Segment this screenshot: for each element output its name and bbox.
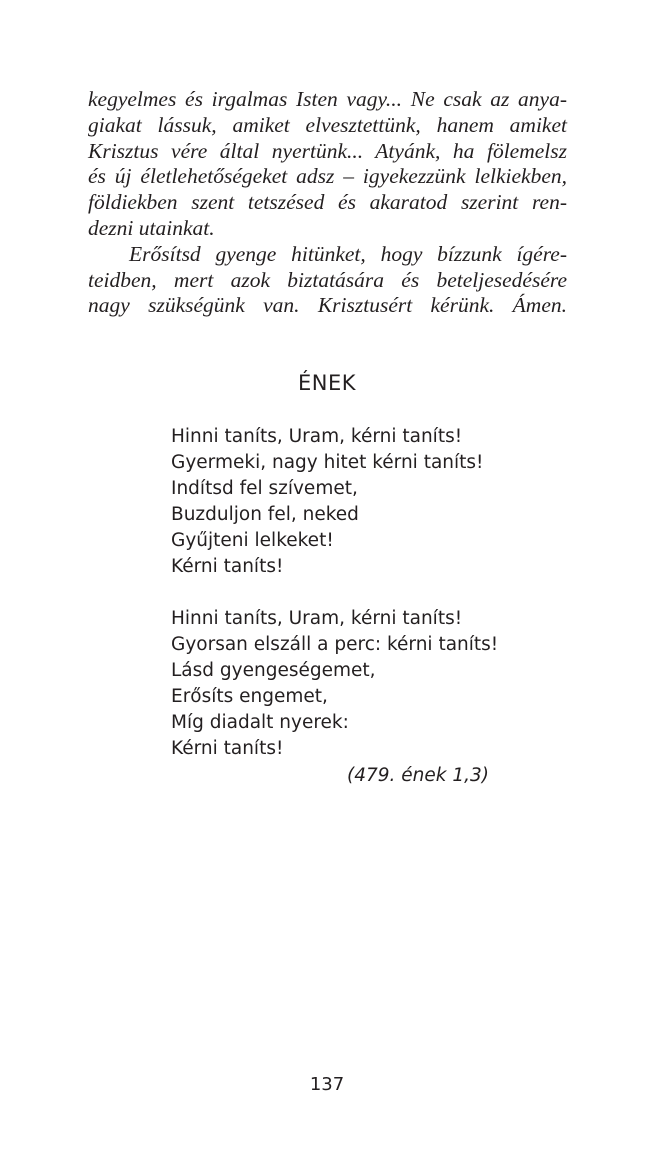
prayer-line: nagy szükségünk van. Krisztusért kérünk. Ámen. [88,293,567,318]
prayer-line: teidben, mert azok biztatására és beteljesedésére [88,267,567,292]
hymn-line: Gyorsan elszáll a perc: kérni taníts! [171,634,499,655]
hymn-line: Lásd gyengeségemet, [171,660,376,681]
hymn-line: Kérni taníts! [171,556,284,577]
page-number: 137 [309,1074,345,1095]
hymn-line: Míg diadalt nyerek: [171,712,349,733]
prayer-line: giakat lássuk, amiket elvesztettünk, hanem amiket [88,112,567,137]
hymn-line: Hinni taníts, Uram, kérni taníts! [171,608,463,629]
prayer-line: Krisztus vére által nyertünk... Atyánk, ha fölemelsz [88,138,567,163]
hymn-line: Gyűjteni lelkeket! [171,530,334,551]
prayer-line: kegyelmes és irgalmas Isten vagy... Ne csak az anya- [88,87,567,111]
hymn-line: Indítsd fel szívemet, [171,478,358,499]
hymn-line: Kérni taníts! [171,738,284,759]
section-heading: ÉNEK [297,371,357,395]
prayer-line: Erősítsd gyenge hitünket, hogy bízzunk ígére- [129,241,567,266]
hymn-reference: (479. ének 1,3) [346,765,489,786]
hymn-line: Gyermeki, nagy hitet kérni taníts! [171,452,484,473]
hymn-stanza-2 [171,606,498,762]
prayer-line: földiekben szent tetszésed és akaratod szerint ren- [88,190,567,215]
prayer-line: dezni utainkat. [88,215,215,240]
prayer-text [88,87,567,319]
hymn-stanza-1 [171,424,483,580]
hymn-line: Buzduljon fel, neked [171,504,359,525]
hymn-line: Hinni taníts, Uram, kérni taníts! [171,426,463,447]
hymn-line: Erősíts engemet, [171,686,328,707]
prayer-line: és új életlehetőségeket adsz – igyekezzünk lelkiekben, [88,164,567,189]
